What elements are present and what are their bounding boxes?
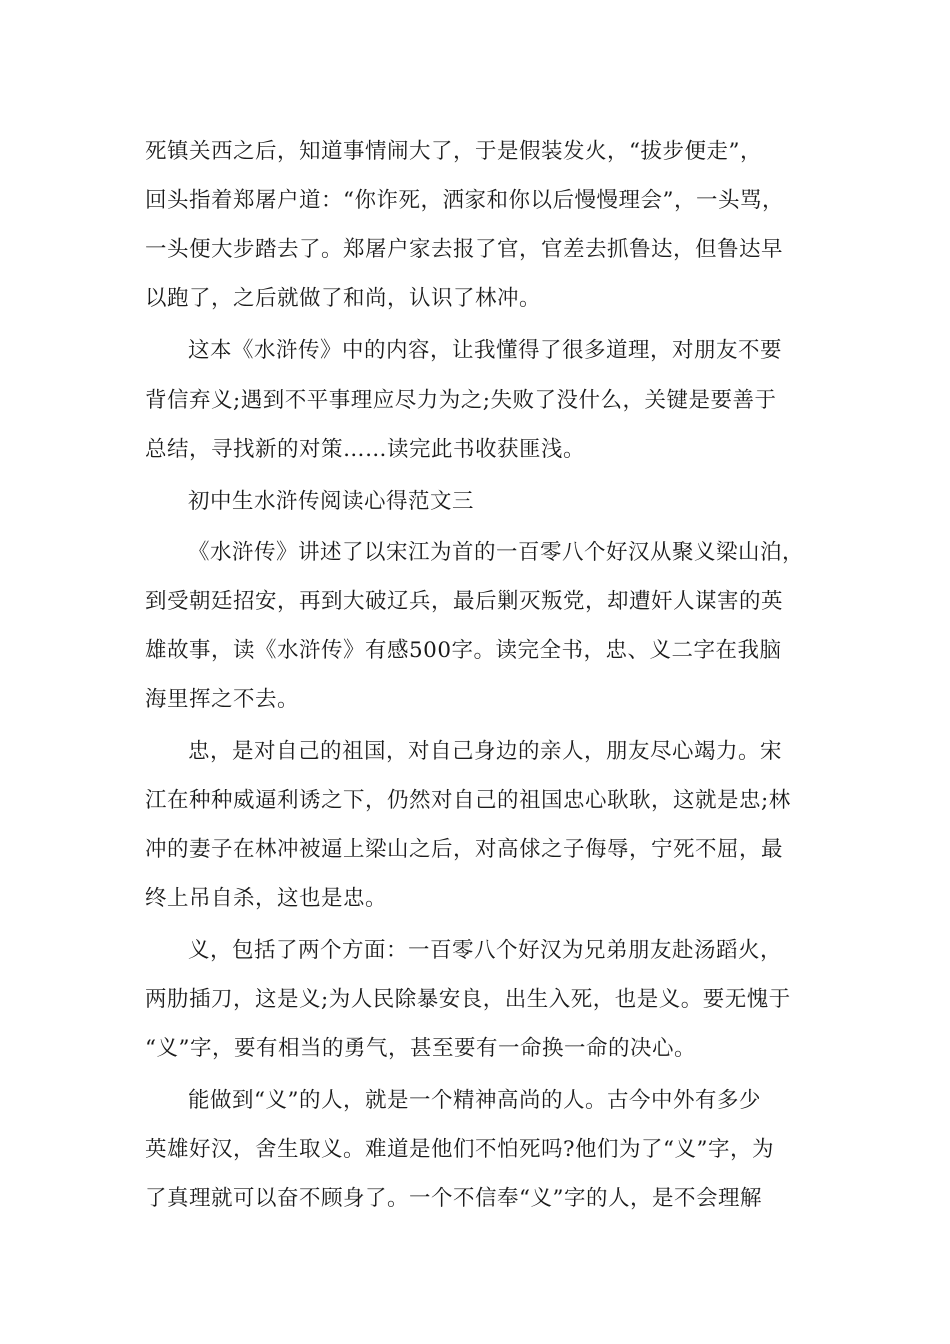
section-heading: 初中生水浒传阅读心得范文三 xyxy=(188,489,475,514)
text-line: “义”字，要有相当的勇气，甚至要有一命换一命的决心。 xyxy=(145,1036,696,1061)
text-line: 以跑了，之后就做了和尚，认识了林冲。 xyxy=(145,286,542,311)
text-line: 总结，寻找新的对策……读完此书收获匪浅。 xyxy=(145,437,586,462)
text-line: 雄故事，读《水浒传》有感500字。读完全书，忠、义二字在我脑 xyxy=(145,638,782,663)
text-line: 了真理就可以奋不顾身了。一个不信奉“义”字的人，是不会理解 xyxy=(145,1186,762,1211)
text-line: 回头指着郑屠户道：“你诈死，洒家和你以后慢慢理会”，一头骂， xyxy=(145,188,784,213)
paragraph-first-line: 忠，是对自己的祖国，对自己身边的亲人，朋友尽心竭力。宋 xyxy=(188,739,783,764)
text-line: 江在种种威逼利诱之下，仍然对自己的祖国忠心耿耿，这就是忠;林 xyxy=(145,788,791,813)
text-line: 死镇关西之后，知道事情闹大了，于是假装发火，“拔步便走”， xyxy=(145,139,762,164)
text-line: 一头便大步踏去了。郑屠户家去报了官，官差去抓鲁达，但鲁达早 xyxy=(145,237,784,262)
text-line: 海里挥之不去。 xyxy=(145,687,300,712)
text-line: 背信弃义;遇到不平事理应尽力为之;失败了没什么，关键是要善于 xyxy=(145,388,777,413)
paragraph-first-line: 义，包括了两个方面：一百零八个好汉为兄弟朋友赴汤蹈火， xyxy=(188,938,783,963)
text-line: 两肋插刀，这是义;为人民除暴安良，出生入死，也是义。要无愧于 xyxy=(145,987,791,1012)
text-line: 英雄好汉，舍生取义。难道是他们不怕死吗?他们为了“义”字，为 xyxy=(145,1137,775,1162)
paragraph-first-line: 这本《水浒传》中的内容，让我懂得了很多道理，对朋友不要 xyxy=(188,338,783,363)
text-line: 终上吊自杀，这也是忠。 xyxy=(145,886,388,911)
text-line: 到受朝廷招安，再到大破辽兵，最后剿灭叛党，却遭奸人谋害的英 xyxy=(145,589,784,614)
text-line: 冲的妻子在林冲被逼上梁山之后，对高俅之子侮辱，宁死不屈，最 xyxy=(145,837,784,862)
paragraph-first-line: 《水浒传》讲述了以宋江为首的一百零八个好汉从聚义梁山泊， xyxy=(188,540,805,565)
paragraph-first-line: 能做到“义”的人，就是一个精神高尚的人。古今中外有多少 xyxy=(188,1088,761,1113)
